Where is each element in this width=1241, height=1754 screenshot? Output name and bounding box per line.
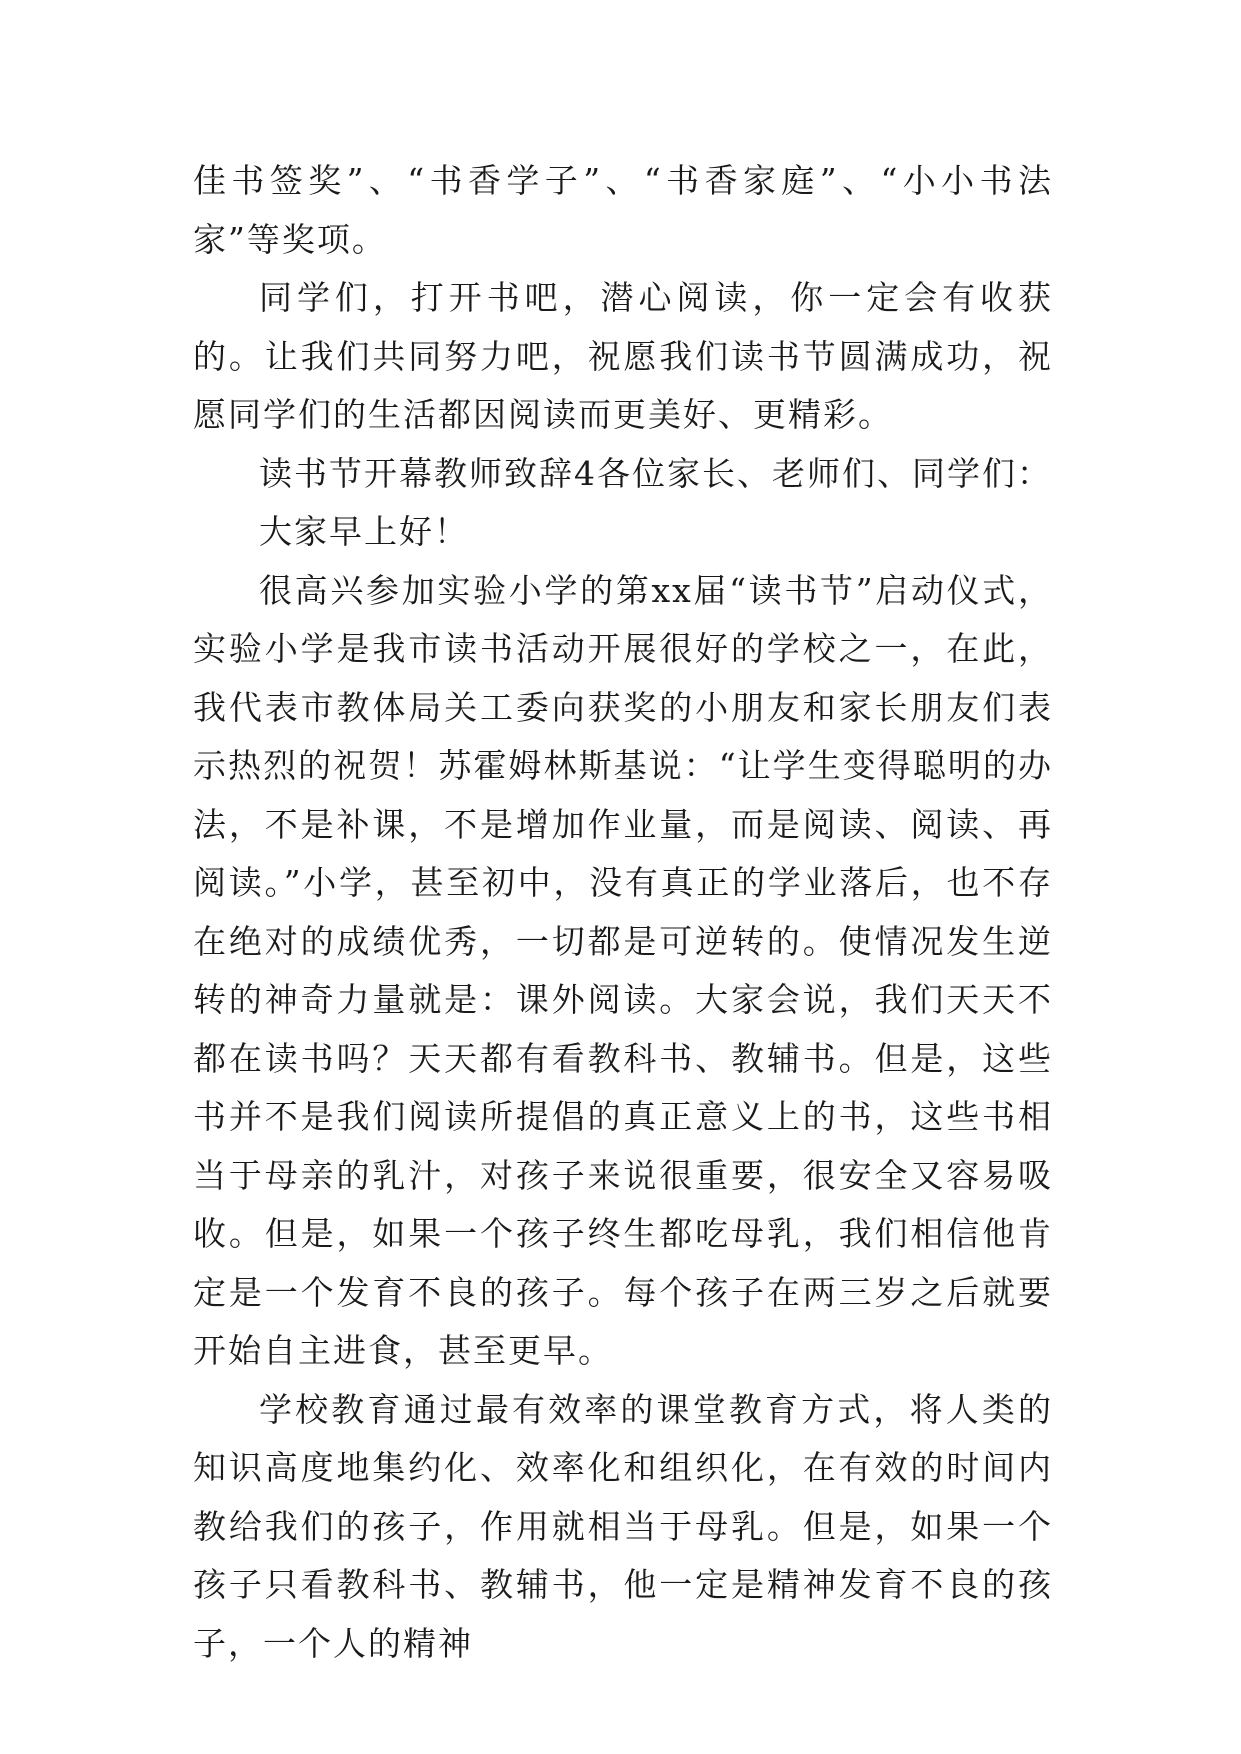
paragraph-closing-wishes: 同学们，打开书吧，潜心阅读，你一定会有收获的。让我们共同努力吧，祝愿我们读书节圆满成功，祝愿同学们的生活都因阅读而更美好、更精彩。 [193, 278, 1053, 434]
document-body [193, 152, 1053, 1673]
paragraph-speech-body: 很高兴参加实验小学的第xx届“读书节”启动仪式，实验小学是我市读书活动开展很好的学校之一，在此，我代表市教体局关工委向获奖的小朋友和家长朋友们表示热烈的祝贺！苏霍姆林斯基说：“让学生变得聪明的办法，不是补课，不是增加作业量，而是阅读、阅读、再阅读。”小学，甚至初中，没有真正的学业落后，也不存在绝对的成绩优秀，一切都是可逆转的。使情况发生逆转的神奇力量就是：课外阅读。大家会说，我们天天不都在读书吗？天天都有看教科书、教辅书。但是，这些书并不是我们阅读所提倡的真正意义上的书，这些书相当于母亲的乳汁，对孩子来说很重要，很安全又容易吸收。但是，如果一个孩子终生都吃母乳，我们相信他肯定是一个发育不良的孩子。每个孩子在两三岁之后就要开始自主进食，甚至更早。 [193, 570, 1053, 1370]
paragraph-greeting: 大家早上好！ [259, 512, 469, 551]
paragraph-school-education: 学校教育通过最有效率的课堂教育方式，将人类的知识高度地集约化、效率化和组织化，在有效的时间内教给我们的孩子，作用就相当于母乳。但是，如果一个孩子只看教科书、教辅书，他一定是精神发育不良的孩子，一个人的精神 [193, 1389, 1053, 1663]
paragraph-awards-continuation: 佳书签奖”、“书香学子”、“书香家庭”、“小小书法家”等奖项。 [193, 161, 1053, 259]
paragraph-speech-title: 读书节开幕教师致辞4各位家长、老师们、同学们： [259, 453, 1052, 493]
